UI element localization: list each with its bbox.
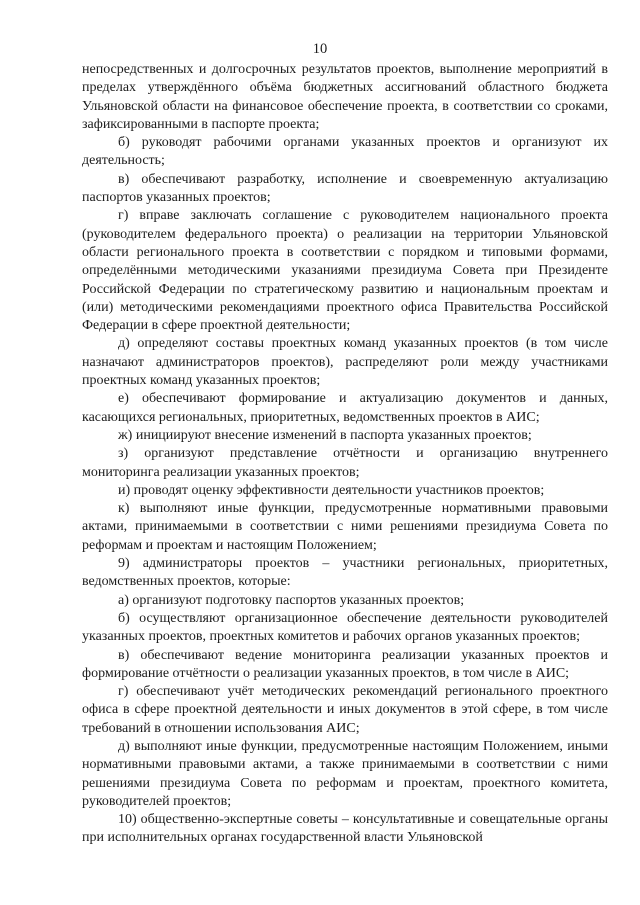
paragraph-v-passports: в) обеспечивают разработку, исполнение и своевременную актуализацию паспортов указанных проектов;	[82, 171, 608, 206]
paragraph-v-monitoring: в) обеспечивают ведение мониторинга реализации указанных проектов и формирование отчётности о реализации указанных проектов, в том числе в АИС;	[82, 647, 608, 681]
paragraph-continuation: непосредственных и долгосрочных результатов проектов, выполнение мероприятий в пределах утверждённого объёма бюджетных ассигнований областного бюджета Ульяновской области на финансовое обеспечение проекта, в соответствии со сроками, зафиксированными в паспорте проекта;	[82, 62, 608, 132]
paragraph-i-evaluation: и) проводят оценку эффективности деятельности участников проектов;	[118, 482, 545, 498]
page-number: 10	[312, 41, 328, 57]
paragraph-b-organizational: б) осуществляют организационное обеспечение деятельности руководителей указанных проектов, проектных комитетов и рабочих органов указанных проектов;	[82, 610, 608, 645]
paragraph-e-documents: е) обеспечивают формирование и актуализацию документов и данных, касающихся региональных, приоритетных, ведомственных проектов в АИС;	[82, 391, 608, 425]
paragraph-zh-changes: ж) инициируют внесение изменений в паспорта указанных проектов;	[118, 427, 532, 443]
paragraph-g-agreement: г) вправе заключать соглашение с руководителем национального проекта (руководителем федерального проекта) о реализации на территории Ульяновской области регионального проекта в соответствии с порядком и типовыми формами, определёнными методическими указаниями президиума Совета при Президенте Российской Федерации по стратегическому развитию и национальным проектам и (или) методическими рекомендациями проектного офиса Правительства Российской Федерации в сфере проектной деятельности;	[82, 208, 608, 334]
paragraph-d-teams: д) определяют составы проектных команд указанных проектов (в том числе назначают администраторов проектов), распределяют роли между участниками проектных команд указанных проектов;	[82, 336, 608, 389]
paragraph-b-manage-bodies: б) руководят рабочими органами указанных проектов и организуют их деятельность;	[82, 135, 608, 169]
paragraph-g-recommendations: г) обеспечивают учёт методических рекомендаций регионального проектного офиса в сфере проектной деятельности и иных документов в этой сфере, в том числе требований в отношении использования АИС;	[82, 684, 608, 736]
document-body	[82, 61, 608, 848]
paragraph-9-administrators: 9) администраторы проектов – участники региональных, приоритетных, ведомственных проектов, которые:	[82, 556, 608, 590]
paragraph-d-other-functions: д) выполняют иные функции, предусмотренные настоящим Положением, иными нормативными правовыми актами, а также принимаемыми в соответствии с ними решениями президиума Совета по реформам и проектам, проектного комитета, руководителей проектов;	[82, 738, 608, 809]
paragraph-z-reporting: з) организуют представление отчётности и организацию внутреннего мониторинга реализации указанных проектов;	[82, 446, 608, 480]
paragraph-k-other-functions: к) выполняют иные функции, предусмотренные нормативными правовыми актами, принимаемыми в соответствии с ними решениями президиума Совета по реформам и проектам и настоящим Положением;	[82, 501, 608, 553]
paragraph-10-expert-councils: 10) общественно-экспертные советы – консультативные и совещательные органы при исполнительных органах государственной власти Ульяновской	[82, 812, 608, 846]
paragraph-a-preparation: а) организуют подготовку паспортов указанных проектов;	[118, 592, 465, 608]
